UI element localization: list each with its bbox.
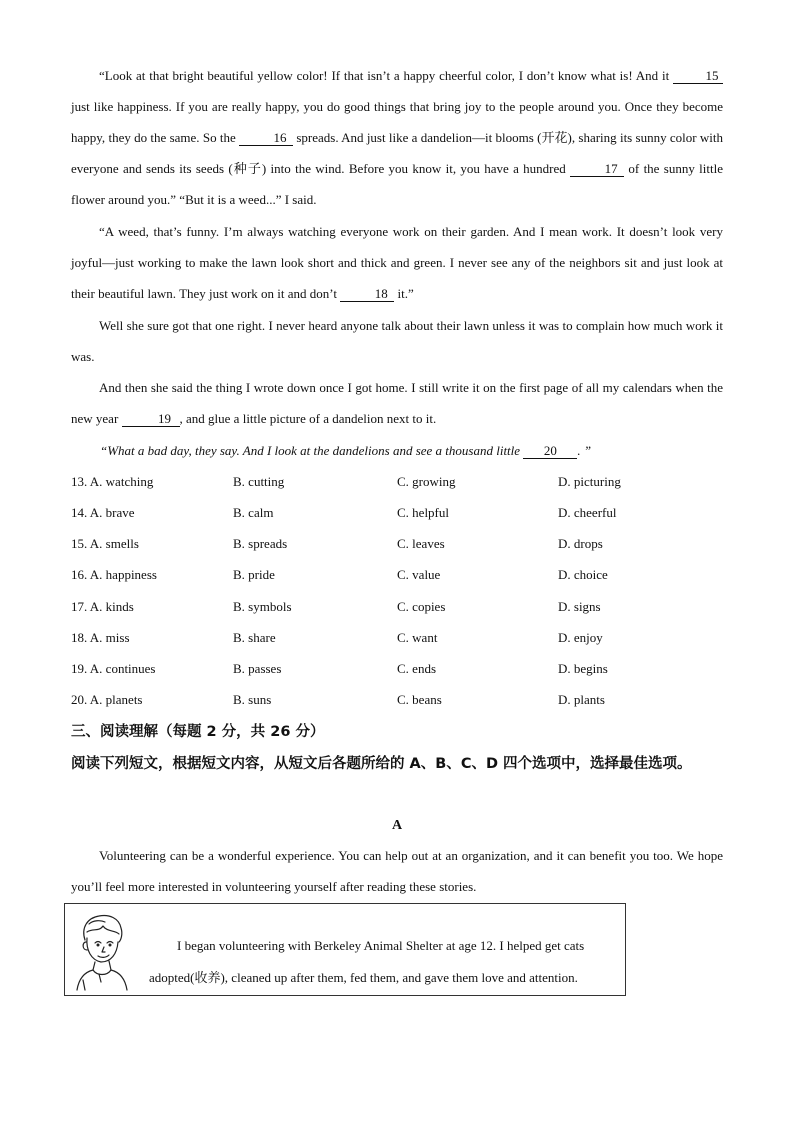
option-c[interactable]: C. value [397,567,441,582]
blank-18: 18 [340,287,394,302]
option-a[interactable]: 13. A. watching [71,474,154,489]
option-row-15 [71,531,731,557]
paragraph-text: it.” [394,286,414,301]
option-b[interactable]: B. calm [233,505,274,520]
closing-quote [100,438,591,464]
option-d[interactable]: D. drops [558,536,603,551]
option-row-16 [71,562,731,588]
boy-portrait-icon [71,910,133,992]
option-a[interactable]: 16. A. happiness [71,567,157,582]
story-line-2: adopted(收养), cleaned up after them, fed them, and gave them love and attention. [149,970,578,985]
blank-19: 19 [122,412,180,427]
option-row-20 [71,687,731,713]
paragraph-text: “Look at that bright beautiful yellow color! If that isn’t a happy cheerful color, I don’t know what is! And it [99,68,673,83]
option-b[interactable]: B. suns [233,692,272,707]
paragraph-2 [71,216,723,309]
option-b[interactable]: B. symbols [233,599,292,614]
option-b[interactable]: B. cutting [233,474,285,489]
story-line-1: I began volunteering with Berkeley Animal Shelter at age 12. I helped get cats [177,938,585,953]
option-a[interactable]: 18. A. miss [71,630,130,645]
option-d[interactable]: D. cheerful [558,505,617,520]
option-c[interactable]: C. growing [397,474,456,489]
option-c[interactable]: C. leaves [397,536,445,551]
option-a[interactable]: 20. A. planets [71,692,143,707]
paragraph-text: “A weed, that’s funny. I’m always watching everyone work on their garden. And I mean work. It doesn’t look very joyful—just working to make the lawn look short and thick and green. I never see any of the neighbors sit and just look at their beautiful lawn. They just work on it and don’t [71,224,723,301]
paragraph-4 [71,372,723,434]
option-row-13 [71,469,731,495]
option-a[interactable]: 14. A. brave [71,505,135,520]
blank-17: 17 [570,162,624,177]
option-a[interactable]: 19. A. continues [71,661,156,676]
quote-text: “What a bad day, they say. And I look at the dandelions and see a thousand little [100,443,524,458]
option-d[interactable]: D. signs [558,599,601,614]
option-c[interactable]: C. beans [397,692,442,707]
option-d[interactable]: D. enjoy [558,630,603,645]
blank-16: 16 [239,131,293,146]
paragraph-text: just like happiness. If you are really happy, you do good things that bring joy to the people around you. Once they become happy, they do the same. So the [71,99,723,145]
option-b[interactable]: B. pride [233,567,275,582]
paragraph-text: spreads. And just like a dandelion—it blooms (开花), sharing its sunny color with everyone and sends its seeds (种子) into the wind. Before you know it, you have a hundred [71,130,723,176]
option-row-17 [71,594,731,620]
quote-text: . ” [577,443,592,458]
option-d[interactable]: D. picturing [558,474,621,489]
paragraph-1 [71,60,723,215]
option-b[interactable]: B. spreads [233,536,288,551]
section-title: 三、阅读理解（每题 2 分，共 26 分） [71,724,325,740]
option-c[interactable]: C. copies [397,599,446,614]
blank-15: 15 [673,69,723,84]
option-b[interactable]: B. passes [233,661,282,676]
option-c[interactable]: C. helpful [397,505,449,520]
paragraph-3: Well she sure got that one right. I never heard anyone talk about their lawn unless it was to complain how much work it was. [71,318,723,364]
blank-20: 20 [523,444,577,459]
option-row-14 [71,500,731,526]
option-c[interactable]: C. want [397,630,438,645]
option-d[interactable]: D. plants [558,692,605,707]
option-b[interactable]: B. share [233,630,276,645]
section-instruction: 阅读下列短文，根据短文内容，从短文后各题所给的 A、B、C、D 四个选项中，选择最佳选项。 [71,756,692,772]
option-d[interactable]: D. begins [558,661,608,676]
story-text [149,930,619,994]
option-c[interactable]: C. ends [397,661,436,676]
option-a[interactable]: 17. A. kinds [71,599,134,614]
story-box [64,903,626,996]
option-d[interactable]: D. choice [558,567,608,582]
passage-label: A [391,818,403,833]
option-row-18 [71,625,731,651]
paragraph-text: And then she said the thing I wrote down once I got home. I still write it on the first page of all my calendars when the new year [71,380,723,426]
paragraph-text: , and glue a little picture of a dandelion next to it. [179,411,437,426]
passage-intro: Volunteering can be a wonderful experience. You can help out at an organization, and it can benefit you too. We hope you’ll feel more interested in volunteering yourself after reading these stories. [71,848,723,894]
option-a[interactable]: 15. A. smells [71,536,139,551]
option-row-19 [71,656,731,682]
paragraph-text: of the sunny little flower around you.” “But it is a weed...” I said. [71,161,723,207]
